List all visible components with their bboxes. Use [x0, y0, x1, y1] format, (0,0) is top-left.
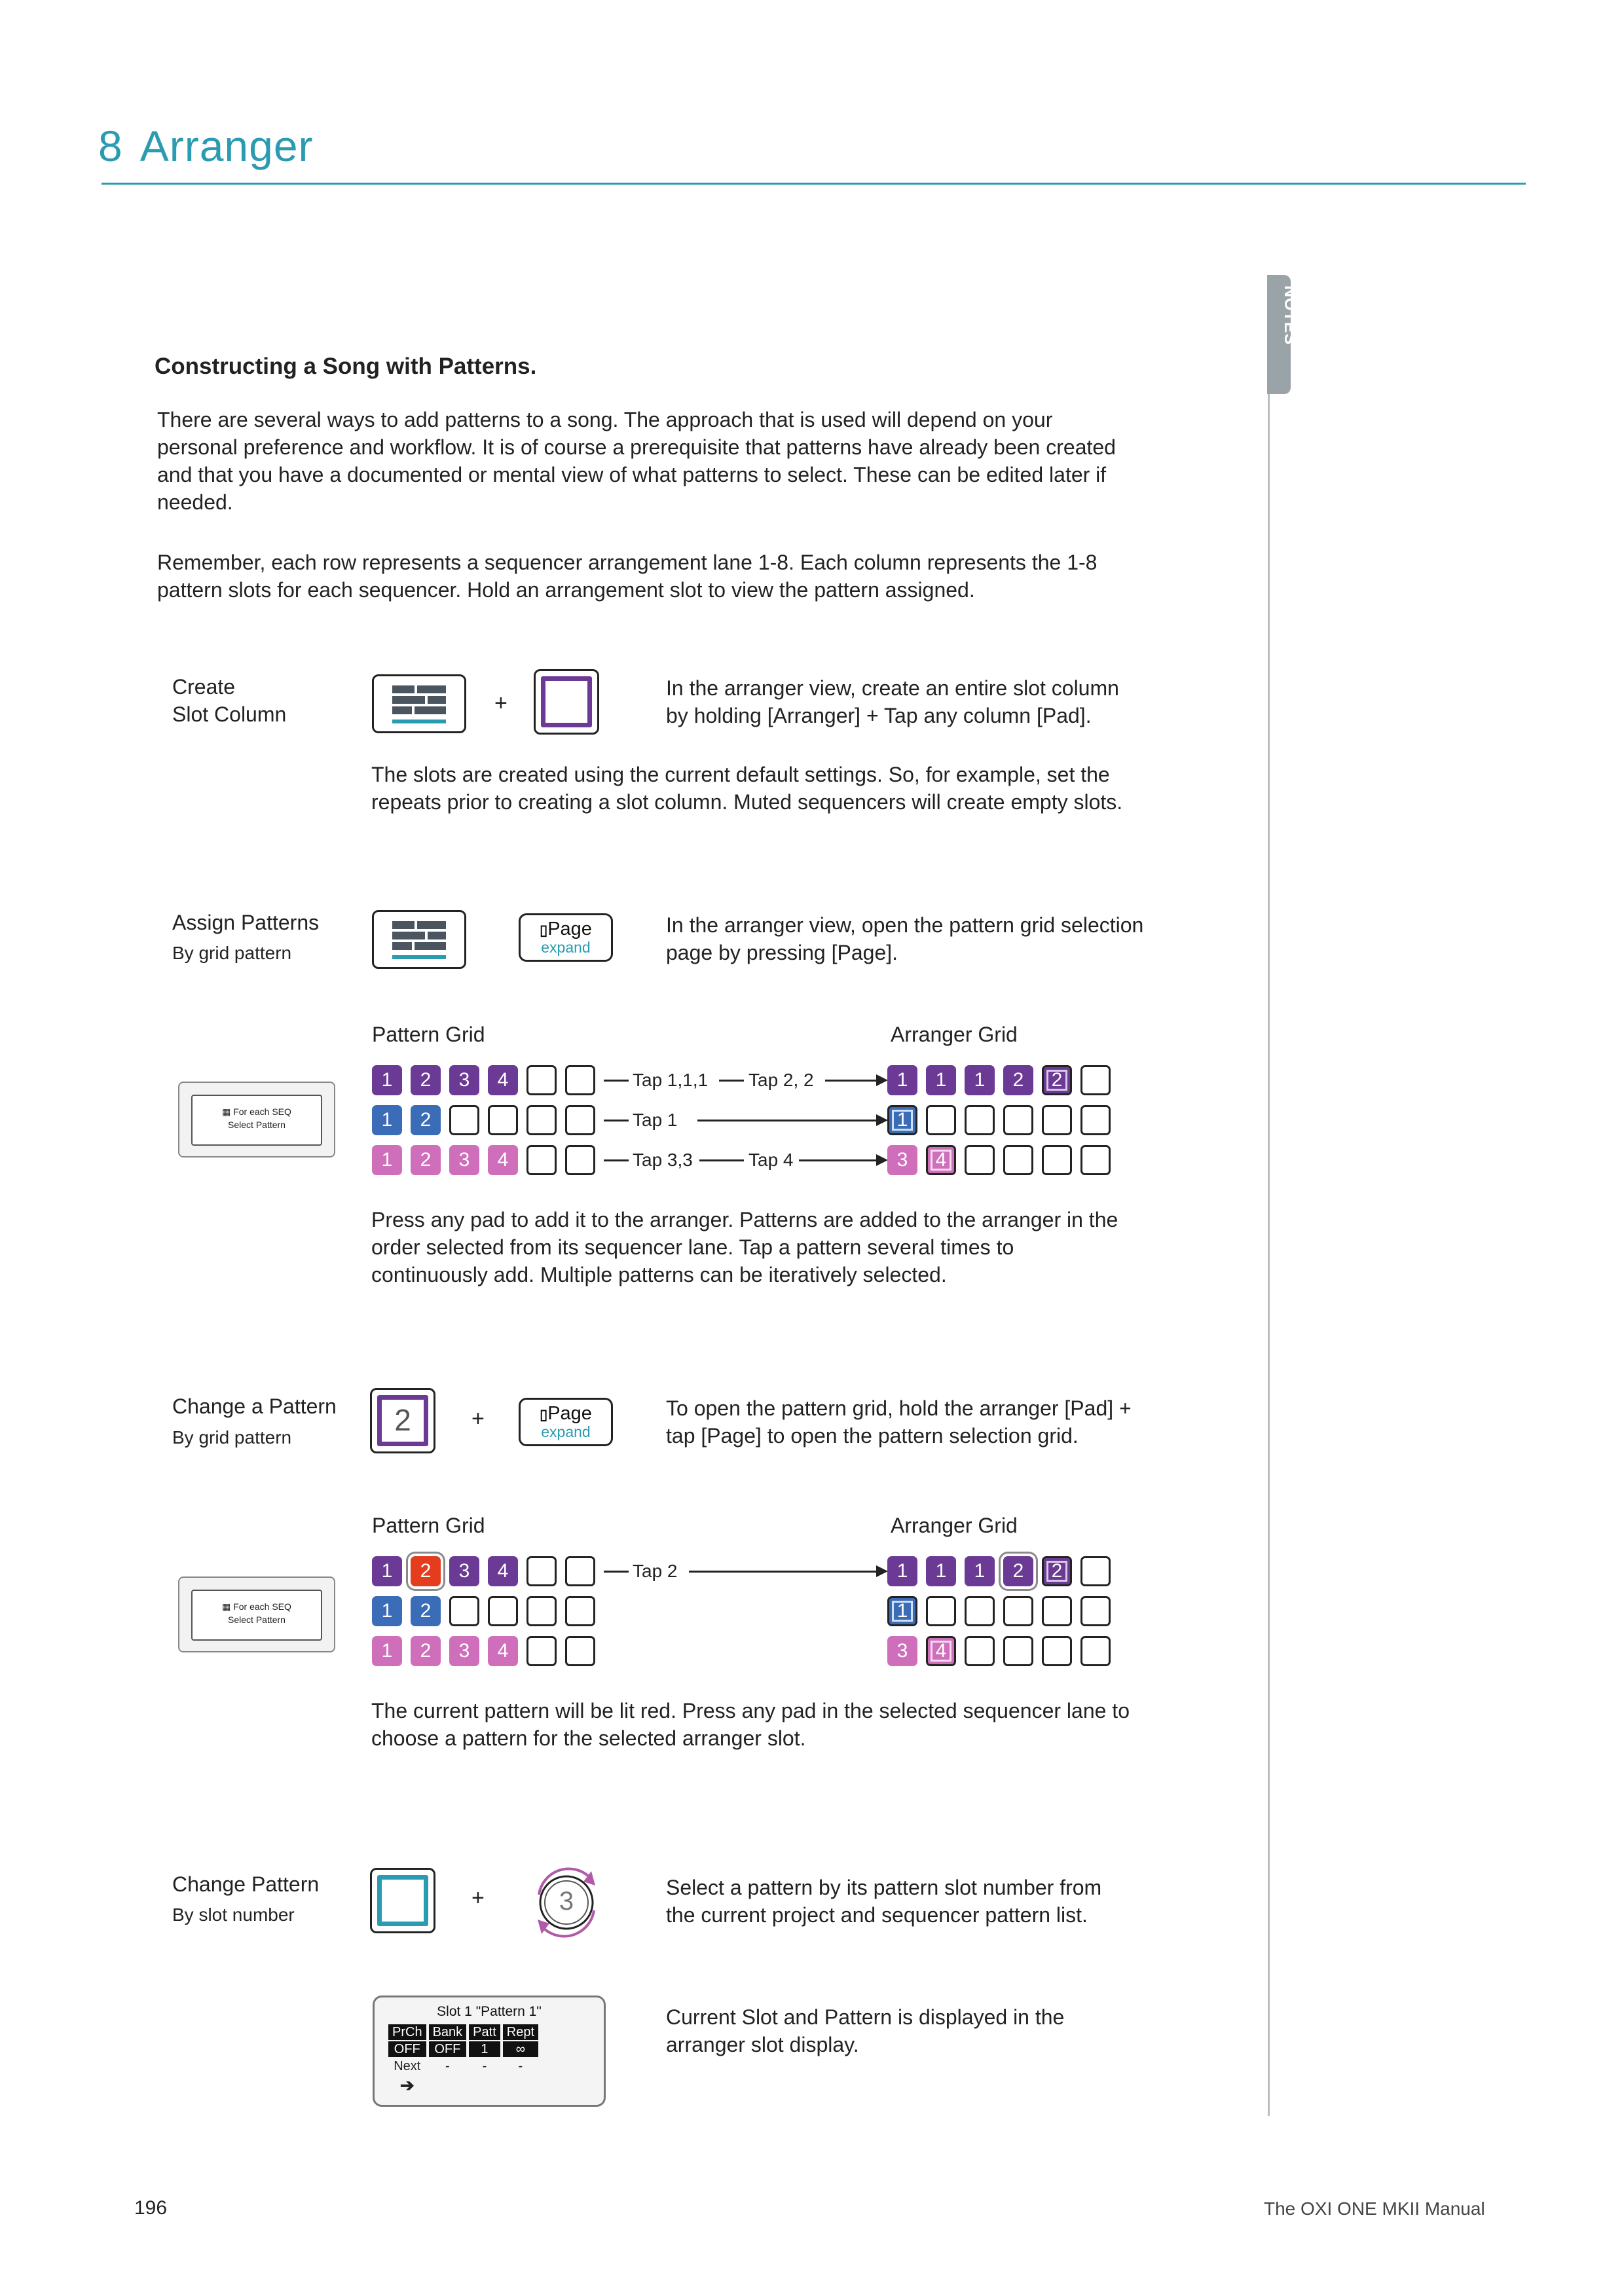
assign-note [371, 1206, 1118, 1288]
assign-label: Assign Patterns [172, 911, 320, 934]
arrow-right-icon [876, 1565, 888, 1577]
chapter-rule [101, 183, 1526, 185]
arranger-pad[interactable]: 3 [887, 1145, 917, 1175]
page-button-label: Page [547, 1403, 592, 1424]
slot-header-cell: Rept [503, 2024, 538, 2040]
device-line: For each SEQ [233, 1601, 291, 1612]
change-note-line: The current pattern will be lit red. Press any pad in the selected sequencer lane to [371, 1699, 1130, 1722]
pad-square-icon [377, 1875, 428, 1926]
empty-pad[interactable] [565, 1556, 595, 1586]
create-note [371, 761, 1122, 816]
pattern-grid-title: Pattern Grid [372, 1514, 485, 1537]
tap-connector [604, 1120, 629, 1121]
page-button[interactable] [519, 1398, 613, 1446]
arranger-pad[interactable]: 3 [887, 1636, 917, 1666]
remember-paragraph [157, 549, 1097, 604]
pattern-pad[interactable]: 4 [488, 1636, 518, 1666]
slot-next-label: Next [394, 2058, 421, 2073]
pattern-pad[interactable]: 1 [372, 1145, 402, 1175]
empty-pad[interactable] [526, 1105, 557, 1135]
empty-pad[interactable] [926, 1596, 956, 1626]
pattern-pad[interactable]: 3 [449, 1556, 479, 1586]
arrow-right-icon [876, 1154, 888, 1166]
slot-next-cell: - [482, 2058, 487, 2073]
arranger-pad-value: 2 [377, 1395, 428, 1446]
create-note-line: repeats prior to creating a slot column. Muted sequencers will create empty slots. [371, 790, 1123, 814]
pad-button[interactable] [534, 669, 599, 735]
empty-pad[interactable] [526, 1596, 557, 1626]
arranger-pad[interactable]: 1 [965, 1065, 995, 1095]
empty-pad[interactable] [526, 1556, 557, 1586]
grid-glyph-icon: ▦ [222, 1601, 234, 1612]
assign-description [666, 911, 1143, 966]
tap-connector [719, 1080, 744, 1082]
empty-pad[interactable] [1003, 1105, 1033, 1135]
change-desc-line: tap [Page] to open the pattern selection grid. [666, 1424, 1079, 1448]
oxi-device-display [178, 1576, 335, 1652]
tap-connector [604, 1159, 629, 1161]
pattern-pad[interactable]: 4 [488, 1145, 518, 1175]
empty-pad[interactable] [1080, 1065, 1111, 1095]
pattern-pad[interactable]: 4 [488, 1556, 518, 1586]
arranger-pad[interactable]: 1 [926, 1065, 956, 1095]
arranger-grid-title: Arranger Grid [891, 1023, 1018, 1046]
arranger-slot-pad[interactable] [370, 1868, 435, 1933]
arranger-pad[interactable]: 1 [887, 1065, 917, 1095]
empty-pad[interactable] [488, 1105, 518, 1135]
page-button-label: Page [547, 919, 592, 939]
empty-pad[interactable] [1042, 1596, 1072, 1626]
arranger-pad[interactable]: 1 [965, 1556, 995, 1586]
tap-connector [699, 1159, 744, 1161]
create-description [666, 674, 1119, 729]
device-screen [191, 1590, 322, 1641]
empty-pad[interactable] [1080, 1556, 1111, 1586]
encoder-knob[interactable] [521, 1857, 612, 1948]
tap-arrow-line [825, 1080, 877, 1082]
pattern-pad[interactable]: 2 [411, 1636, 441, 1666]
create-note-line: The slots are created using the current default settings. So, for example, set the [371, 763, 1110, 786]
tap-label: Tap 1,1,1 [633, 1070, 709, 1090]
empty-pad[interactable] [526, 1145, 557, 1175]
pattern-pad[interactable]: 2 [411, 1105, 441, 1135]
empty-pad[interactable] [1080, 1636, 1111, 1666]
tap-label: Tap 2, 2 [748, 1070, 814, 1090]
change-note [371, 1697, 1130, 1752]
slot-header-cell: Bank [429, 2024, 467, 2040]
pattern-pad[interactable]: 3 [449, 1065, 479, 1095]
page-button-sub: expand [541, 939, 591, 956]
page-button[interactable] [519, 913, 613, 962]
slot-value-cell: ∞ [503, 2041, 538, 2057]
slot-header-cell: PrCh [388, 2024, 426, 2040]
notes-tab-label: NOTES [1281, 285, 1299, 346]
plus-sign: + [471, 1406, 485, 1431]
empty-pad[interactable] [1042, 1636, 1072, 1666]
empty-pad[interactable] [565, 1596, 595, 1626]
change-slot-desc-line: the current project and sequencer pattern list. [666, 1903, 1088, 1927]
slot-next-cell: - [445, 2058, 450, 2073]
slot-value-cell: OFF [388, 2041, 426, 2057]
tap-arrow-line [697, 1120, 877, 1121]
empty-pad[interactable] [1042, 1105, 1072, 1135]
arranger-icon [374, 912, 464, 967]
tap-arrow-line [689, 1571, 877, 1573]
page-number: 196 [134, 2197, 168, 2219]
empty-pad[interactable] [1080, 1105, 1111, 1135]
empty-pad[interactable] [565, 1105, 595, 1135]
empty-pad[interactable] [965, 1145, 995, 1175]
plus-sign: + [494, 691, 507, 716]
tap-connector [604, 1571, 629, 1573]
tap-label: Tap 3,3 [633, 1150, 693, 1170]
remember-line: Remember, each row represents a sequencer arrangement lane 1-8. Each column represents the 1-8 [157, 551, 1098, 574]
arranger-button[interactable] [372, 910, 466, 969]
change-slot-label: Change Pattern [172, 1872, 320, 1896]
device-line: Select Pattern [228, 1120, 286, 1130]
page-glyph-icon: ▯ [540, 922, 548, 938]
empty-pad[interactable] [526, 1636, 557, 1666]
create-label-line: Slot Column [172, 702, 287, 726]
intro-line: There are several ways to add patterns to a song. The approach that is used will depend on your [157, 408, 1053, 431]
assign-desc-line: In the arranger view, open the pattern grid selection [666, 913, 1144, 937]
empty-pad[interactable] [526, 1065, 557, 1095]
empty-pad[interactable] [965, 1105, 995, 1135]
change-note-line: choose a pattern for the selected arranger slot. [371, 1726, 806, 1750]
empty-pad[interactable] [1003, 1145, 1033, 1175]
intro-line: needed. [157, 490, 233, 514]
create-desc-line: by holding [Arranger] + Tap any column [Pad]. [666, 704, 1092, 727]
arranger-pad-button[interactable] [370, 1388, 435, 1453]
pattern-pad-current[interactable]: 2 [411, 1556, 441, 1586]
section-title: Constructing a Song with Patterns. [155, 354, 537, 379]
pattern-grid-title: Pattern Grid [372, 1023, 485, 1046]
arrow-right-icon: ➔ [399, 2075, 415, 2095]
change-label: Change a Pattern [172, 1394, 337, 1418]
plus-sign: + [471, 1886, 485, 1910]
empty-pad[interactable] [1003, 1596, 1033, 1626]
create-label-line: Create [172, 675, 236, 699]
pad-square-icon [541, 676, 592, 727]
tap-arrow-line [799, 1159, 877, 1161]
pattern-pad[interactable]: 3 [449, 1145, 479, 1175]
empty-pad[interactable] [926, 1105, 956, 1135]
tap-connector [604, 1080, 629, 1082]
empty-pad[interactable] [1080, 1596, 1111, 1626]
page-button-sub: expand [541, 1423, 591, 1440]
tap-label: Tap 4 [748, 1150, 794, 1170]
slot-header-cell: Patt [469, 2024, 500, 2040]
pattern-pad[interactable]: 4 [488, 1065, 518, 1095]
empty-pad[interactable] [965, 1596, 995, 1626]
pattern-pad[interactable]: 2 [411, 1065, 441, 1095]
assign-note-line: order selected from its sequencer lane. Tap a pattern several times to [371, 1235, 1014, 1259]
empty-pad[interactable] [488, 1596, 518, 1626]
assign-note-line: Press any pad to add it to the arranger. Patterns are added to the arranger in the [371, 1208, 1118, 1231]
change-slot-note [666, 2003, 1064, 2058]
grid-glyph-icon: ▦ [222, 1106, 234, 1117]
change-desc-line: To open the pattern grid, hold the arranger [Pad] + [666, 1396, 1132, 1420]
create-label [172, 673, 286, 728]
oxi-device-display [178, 1082, 335, 1157]
empty-pad[interactable] [1042, 1145, 1072, 1175]
arranger-grid-title: Arranger Grid [891, 1514, 1018, 1537]
empty-pad[interactable] [965, 1636, 995, 1666]
page-glyph-icon: ▯ [540, 1406, 548, 1423]
pattern-pad[interactable]: 3 [449, 1636, 479, 1666]
arrow-right-icon [876, 1074, 888, 1086]
intro-line: and that you have a documented or mental view of what patterns to select. These can be edited later if [157, 463, 1107, 486]
arranger-pad-selected[interactable]: 1 [887, 1105, 917, 1135]
change-description [666, 1394, 1132, 1449]
change-slot-sublabel: By slot number [172, 1904, 295, 1925]
arranger-pad-selected[interactable]: 4 [926, 1145, 956, 1175]
arranger-pad-selected[interactable]: 2 [1042, 1065, 1072, 1095]
empty-pad[interactable] [565, 1145, 595, 1175]
arranger-slot-display [373, 1995, 606, 2107]
pattern-pad[interactable]: 2 [411, 1145, 441, 1175]
encoder-value: 3 [559, 1887, 574, 1916]
arranger-pad[interactable]: 2 [1003, 1065, 1033, 1095]
arranger-pad-selected[interactable]: 2 [1042, 1556, 1072, 1586]
empty-pad[interactable] [449, 1596, 479, 1626]
slot-display-table [386, 2023, 541, 2097]
assign-note-line: continuously add. Multiple patterns can be iteratively selected. [371, 1263, 947, 1286]
arranger-button[interactable] [372, 674, 466, 733]
slot-value-cell: OFF [429, 2041, 467, 2057]
pattern-pad[interactable]: 1 [372, 1556, 402, 1586]
chapter-number: 8 [98, 122, 123, 170]
empty-pad[interactable] [449, 1105, 479, 1135]
slot-value-cell: 1 [469, 2041, 500, 2057]
arrow-right-icon [876, 1114, 888, 1126]
arranger-pad[interactable]: 1 [926, 1556, 956, 1586]
chapter-title: Arranger [139, 122, 314, 170]
pattern-pad[interactable]: 1 [372, 1065, 402, 1095]
tap-label: Tap 1 [633, 1110, 678, 1130]
empty-pad[interactable] [565, 1065, 595, 1095]
tap-label: Tap 2 [633, 1561, 678, 1581]
notes-tab [1267, 275, 1299, 394]
pattern-pad[interactable]: 1 [372, 1636, 402, 1666]
change-sublabel: By grid pattern [172, 1427, 292, 1448]
create-desc-line: In the arranger view, create an entire slot column [666, 676, 1119, 700]
arranger-pad[interactable]: 1 [887, 1556, 917, 1586]
change-slot-description [666, 1874, 1101, 1929]
intro-paragraph [157, 406, 1116, 516]
slot-next-cell: - [518, 2058, 523, 2073]
assign-desc-line: page by pressing [Page]. [666, 941, 898, 964]
pattern-pad[interactable]: 1 [372, 1596, 402, 1626]
empty-pad[interactable] [1080, 1145, 1111, 1175]
change-slot-note-line: Current Slot and Pattern is displayed in the [666, 2005, 1065, 2029]
intro-line: personal preference and workflow. It is of course a prerequisite that patterns have already been created [157, 435, 1116, 459]
empty-pad[interactable] [565, 1636, 595, 1666]
device-line: For each SEQ [233, 1106, 291, 1117]
notes-divider [1268, 394, 1270, 2116]
arranger-pad-selected[interactable]: 1 [887, 1596, 917, 1626]
remember-line: pattern slots for each sequencer. Hold an arrangement slot to view the pattern assigned. [157, 578, 975, 602]
device-line: Select Pattern [228, 1614, 286, 1625]
arranger-pad-held[interactable]: 2 [1003, 1556, 1033, 1586]
device-screen [191, 1095, 322, 1146]
empty-pad[interactable] [1003, 1636, 1033, 1666]
arranger-icon [374, 676, 464, 731]
change-slot-desc-line: Select a pattern by its pattern slot number from [666, 1876, 1102, 1899]
chapter-heading [98, 121, 314, 171]
manual-title: The OXI ONE MKII Manual [1264, 2198, 1485, 2219]
arranger-pad-selected[interactable]: 4 [926, 1636, 956, 1666]
slot-display-title: Slot 1 "Pattern 1" [437, 2004, 542, 2019]
assign-sublabel: By grid pattern [172, 943, 292, 963]
pattern-pad[interactable]: 2 [411, 1596, 441, 1626]
change-slot-note-line: arranger slot display. [666, 2033, 859, 2056]
pattern-pad[interactable]: 1 [372, 1105, 402, 1135]
